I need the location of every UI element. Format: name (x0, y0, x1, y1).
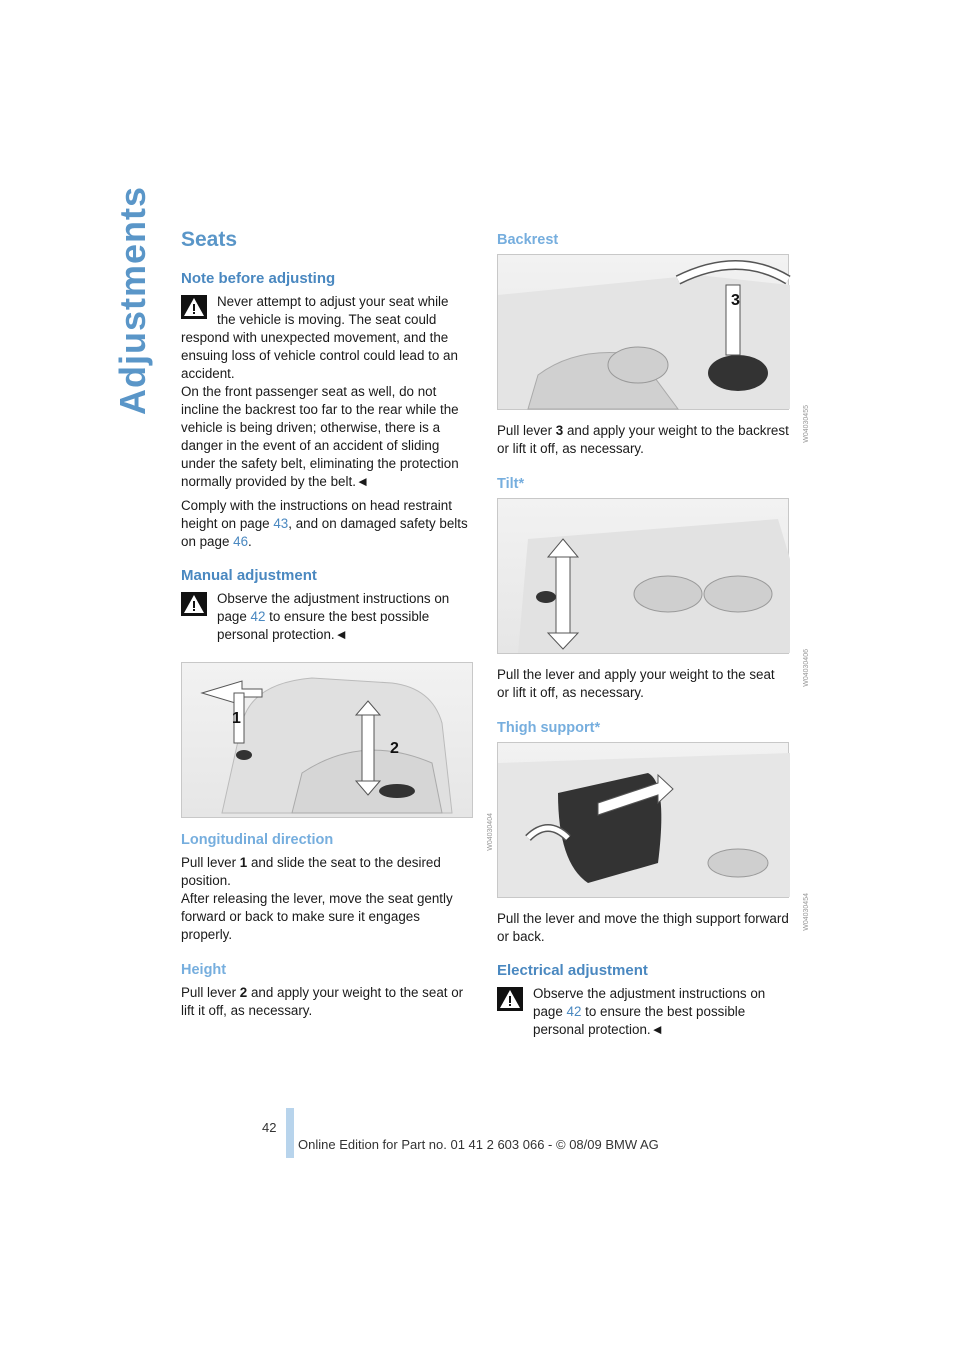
note-warning-line-7: incline the backrest too far to the rear while the (181, 402, 459, 417)
page-link-46[interactable]: 46 (233, 534, 249, 549)
note-warning-line-3: respond with unexpected movement, and the (181, 330, 449, 345)
warning-icon (497, 987, 523, 1011)
section-tab: Adjustments (112, 185, 153, 415)
height-heading: Height (181, 962, 227, 978)
backrest-heading: Backrest (497, 232, 559, 248)
thigh-support-drawing (498, 743, 790, 897)
figure-code: W04030404 (487, 813, 494, 851)
note-warning-line-4: ensuing loss of vehicle control could lead to an (181, 348, 458, 363)
electrical-warning-text: Observe the adjustment instructions on page 42 to ensure the best possible personal protection.◄ (533, 986, 766, 1037)
warning-icon (181, 592, 207, 616)
note-warning (181, 293, 473, 491)
tilt-text: Pull the lever and apply your weight to the seat or lift it off, as necessary. (497, 667, 775, 700)
note-warning-line-9: danger in the event of an accident of sliding (181, 438, 440, 453)
note-warning-line-6: On the front passenger seat as well, do not (181, 384, 437, 399)
height-text: Pull lever 2 and apply your weight to the seat or lift it off, as necessary. (181, 985, 464, 1018)
page-title: Seats (181, 228, 238, 251)
note-warning-line-10: under the safety belt, eliminating the protection (181, 456, 459, 471)
thigh-heading: Thigh support* (497, 720, 601, 736)
note-heading: Note before adjusting (181, 270, 336, 287)
figure-code: W04030406 (803, 649, 810, 687)
backrest-drawing (498, 255, 790, 409)
longitudinal-heading: Longitudinal direction (181, 832, 334, 848)
backrest-text: Pull lever 3 and apply your weight to the backrest or lift it off, as necessary. (497, 423, 789, 456)
page-link-43[interactable]: 43 (273, 516, 289, 531)
left-column (181, 228, 494, 1028)
right-column (497, 228, 810, 1045)
manual-warning-text: Observe the adjustment instructions on page 42 to ensure the best possible personal protection.◄ (217, 591, 450, 642)
note-warning-line-1: Never attempt to adjust your seat while (217, 294, 449, 309)
note-warning-line-11: normally provided by the belt.◄ (181, 474, 370, 489)
footer-edition: Online Edition for Part no. 01 41 2 603 066 - © 08/09 BMW AG (298, 1137, 659, 1152)
longitudinal-text: Pull lever 1 and slide the seat to the desired position. After releasing the lever, move the seat gently forward or back to make sure it engages properly. (181, 855, 453, 942)
lever-1-label: 1 (232, 710, 241, 727)
note-warning-line-5: accident. (181, 366, 235, 381)
lever-2-label: 2 (390, 740, 399, 757)
manual-heading: Manual adjustment (181, 567, 317, 584)
note-warning-line-2: the vehicle is moving. The seat could (217, 312, 437, 327)
tilt-heading: Tilt* (497, 476, 525, 492)
figure-code: W04030454 (803, 893, 810, 931)
electrical-heading: Electrical adjustment (497, 962, 648, 979)
comply-paragraph: Comply with the instructions on head restraint height on page 43, and on damaged safety belts on page 46. (181, 498, 468, 549)
electrical-warning (497, 985, 789, 1039)
lever-3-label: 3 (731, 292, 740, 309)
page-link-42[interactable]: 42 (250, 609, 266, 624)
footer-bar (286, 1108, 294, 1158)
warning-icon (181, 295, 207, 319)
note-warning-line-8: vehicle is being driven; otherwise, there is a (181, 420, 441, 435)
thigh-text: Pull the lever and move the thigh support forward or back. (497, 911, 789, 944)
page-number: 42 (262, 1120, 277, 1135)
seat-manual-drawing (182, 663, 474, 817)
figure-code: W04030455 (803, 405, 810, 443)
page-link-42[interactable]: 42 (566, 1004, 582, 1019)
manual-warning (181, 590, 473, 644)
tilt-drawing (498, 499, 790, 653)
